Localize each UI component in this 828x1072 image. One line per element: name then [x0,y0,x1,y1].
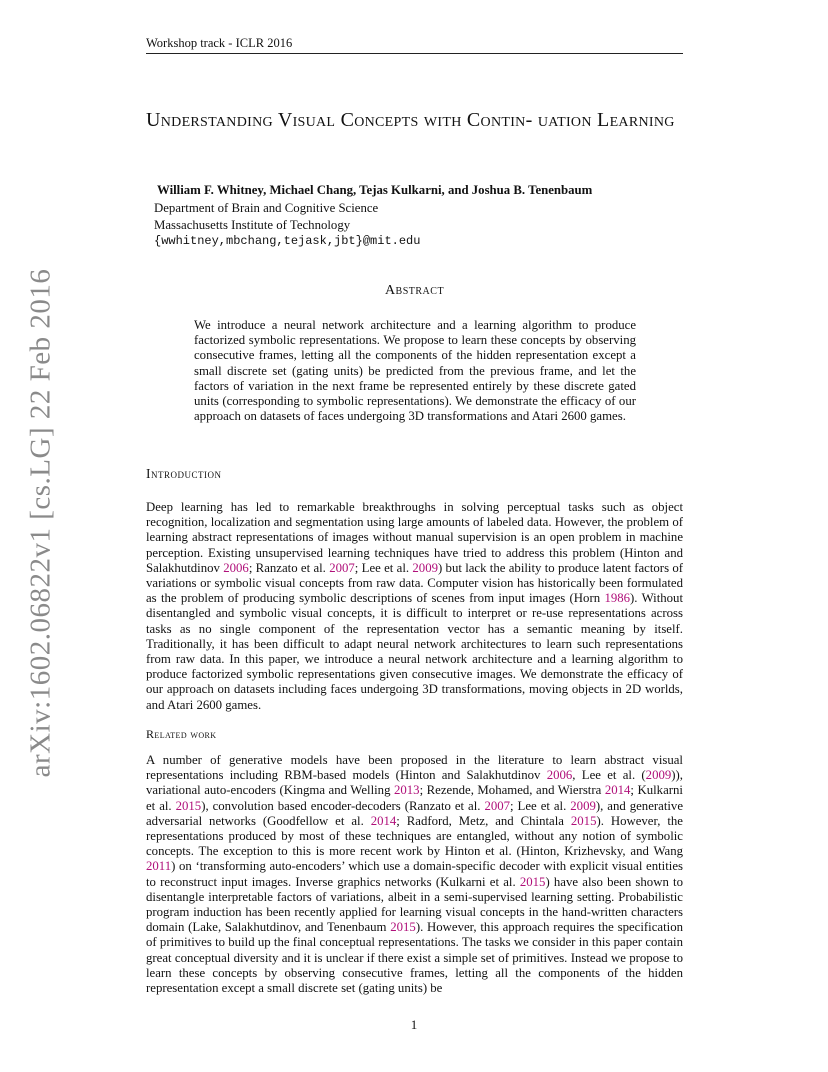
introduction-paragraph [146,500,683,713]
introduction-heading: Introduction [146,466,222,481]
text-run: ; Lee et al. [354,560,413,575]
citation-link[interactable]: 2015 [570,813,597,828]
citation-link[interactable]: 2015 [175,798,202,813]
abstract-text: We introduce a neural network architecture and a learning algorithm to produce factorized symbolic representations. We propose to learn these concepts by observing consecutive frames, letting all the components of the hidden representation except a small discrete set (gating units) be predicted from the previous frame, and let the factors of variation in the next frame be represented entirely by these discrete gated units (corresponding to symbolic representations). We demonstrate the efficacy of our approach on datasets of faces undergoing 3D transformations and Atari 2600 games. [194,318,636,424]
citation-link[interactable]: 2007 [484,798,511,813]
citation-link[interactable]: 2009 [412,560,438,575]
citation-link[interactable]: 2013 [393,783,420,798]
citation-link[interactable]: 2014 [370,813,397,828]
page-number: 1 [410,1017,418,1032]
department: Department of Brain and Cognitive Science [154,201,379,215]
paper-title: Understanding Visual Concepts with Contin- uation Learning [146,109,675,131]
text-run: ) but lack the ability to produce latent factors of variations or symbolic visual concepts from raw data. Computer vision has historically been formulated as the problem of producing symbolic descriptions of scenes from input images (Horn [146,560,684,606]
text-run: )), variational auto-encoders (Kingma and Welling [146,768,683,798]
citation-link[interactable]: 2006 [546,768,573,783]
citation-link[interactable]: 2009 [570,798,596,813]
text-run: , Lee et al. ( [572,768,646,783]
text-run: ; Radford, Metz, and Chintala [396,813,571,828]
text-run: ). However, the representations produced by most of these techniques are entangled, without any notion of symbolic concepts. The exception to this is more recent work by Hinton et al. (Hinton, Krizhevsky, and Wang [146,813,683,859]
email-addresses: {wwhitney,mbchang,tejask,jbt}@mit.edu [154,234,421,248]
author-list: William F. Whitney, Michael Chang, Tejas Kulkarni, and Joshua B. Tenenbaum [157,183,593,197]
running-header: Workshop track - ICLR 2016 [146,36,293,50]
citation-link[interactable]: 2006 [223,560,249,575]
text-run: ), and generative adversarial networks (Goodfellow et al. [146,798,683,828]
text-run: ; Lee et al. [510,798,571,813]
citation-link[interactable]: 2015 [519,874,546,889]
citation-link[interactable]: 2011 [146,859,172,874]
related-work-paragraph [146,753,683,995]
affiliation-block [154,200,420,250]
related-work-heading: Related work [146,727,217,741]
text-run: ; Rezende, Mohamed, and Wierstra [419,783,605,798]
citation-link[interactable]: 2015 [390,920,416,935]
institute: Massachusetts Institute of Technology [154,217,351,232]
header-rule [146,53,683,54]
text-run: ), convolution based encoder-decoders (Ranzato et al. [201,798,485,813]
citation-link[interactable]: 2007 [329,560,355,575]
text-run: ) have also been shown to disentangle interpretable factors of variations, albeit in a semi-supervised learning setting. Probabilistic program induction has been recently applied for learning visual concepts in the hand-written characters domain (Lake, Salakhutdinov, and Tenenbaum [146,874,683,935]
arxiv-stamp: arXiv:1602.06822v1 [cs.LG] 22 Feb 2016 [24,268,57,778]
citation-link[interactable]: 2009 [645,768,672,783]
text-run: Deep learning has led to remarkable breakthroughs in solving perceptual tasks such as object recognition, localization and segmentation using large amounts of labeled data. However, the problem of learning abstract representations of images without manual supervision is an open problem in machine perception. Existing unsupervised learning techniques have tried to address this problem (Hinton and Salakhutdinov [146,500,683,575]
abstract-heading: Abstract [384,283,445,298]
citation-link[interactable]: 2014 [604,783,631,798]
text-run: ) on ‘transforming auto-encoders’ which use a domain-specific decoder with explicit visual entities to reconstruct input images. Inverse graphics networks (Kulkarni et al. [146,859,683,889]
text-run: A number of generative models have been proposed in the literature to learn abstract visual representations including RBM-based models (Hinton and Salakhutdinov [146,753,683,783]
citation-link[interactable]: 1986 [604,591,631,606]
text-run: ; Kulkarni et al. [146,783,683,813]
text-run: ). However, this approach requires the specification of primitives to build up the final conceptual representations. The tasks we consider in this paper contain great conceptual diversity and it is unclear if there exist a simple set of primitives. Instead we propose to learn these concepts by observing consecutive frames, letting all the components of the hidden representation except a small discrete set (gating units) be [146,920,683,995]
text-run: ; Ranzato et al. [248,560,330,575]
text-run: ). Without disentangled and symbolic visual concepts, it is difficult to interpret or re-use representations across tasks as no single component of the representation vector has a semantic meaning by itself. Traditionally, it has been difficult to adapt neural network architectures to learn such representations from raw data. In this paper, we introduce a neural network architecture and a learning algorithm to produce factorized symbolic representations given consecutive images. We demonstrate the efficacy of our approach on datasets including faces undergoing 3D transformations, moving objects in 2D worlds, and Atari 2600 games. [146,591,684,712]
